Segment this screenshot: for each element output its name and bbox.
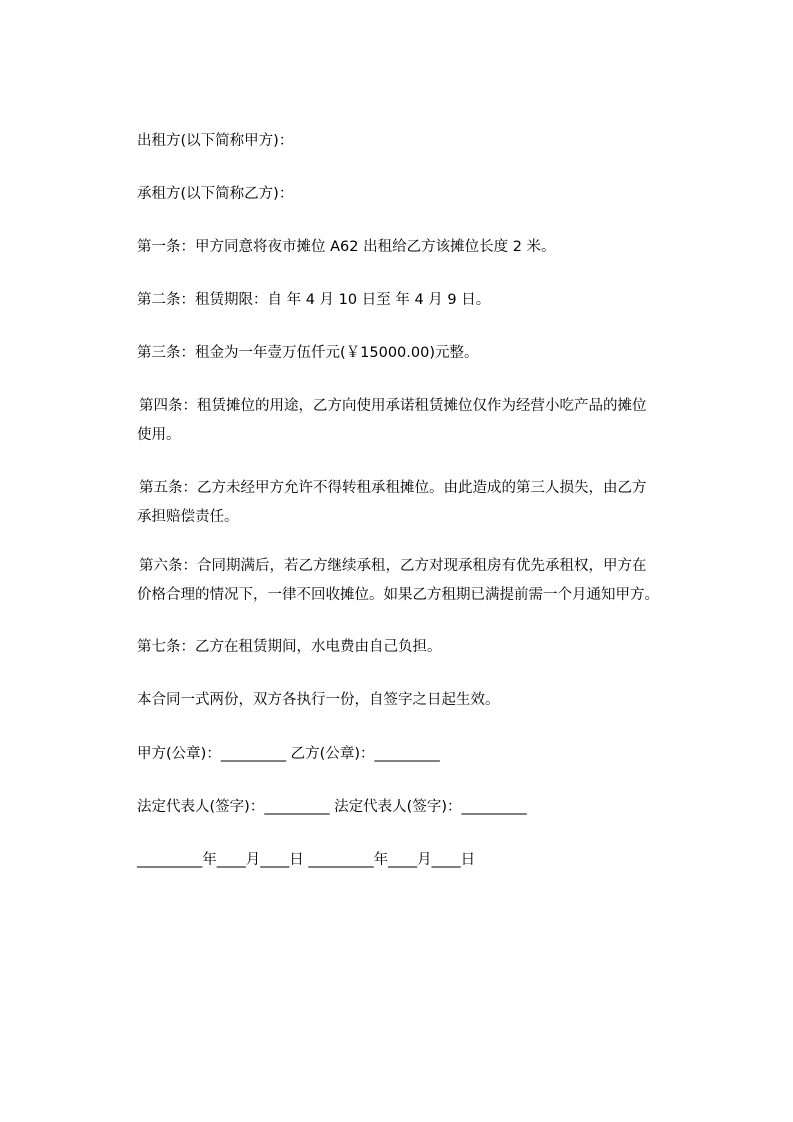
clause-6-line-2: 价格合理的情况下，一律不回收摊位。如果乙方租期已满提前需一个月通知甲方。 [137, 587, 659, 603]
clause-3: 第三条：租金为一年壹万伍仟元(￥15000.00)元整。 [137, 345, 479, 361]
clause-1: 第一条：甲方同意将夜市摊位 A62 出租给乙方该摊位长度 2 米。 [137, 239, 556, 255]
dates-line: _________年____月____日 _________年____月____日 [137, 852, 476, 868]
copies-clause: 本合同一式两份，双方各执行一份，自签字之日起生效。 [137, 692, 500, 708]
lessee-line: 承租方(以下简称乙方)： [137, 186, 294, 202]
lessor-line: 出租方(以下简称甲方)： [137, 133, 294, 149]
clause-4-line-1: 第四条：租赁摊位的用途，乙方向使用承诺租赁摊位仅作为经营小吃产品的摊位 [139, 398, 647, 414]
seals-line: 甲方(公章)：_________ 乙方(公章)：_________ [137, 746, 440, 762]
clause-5-line-2: 承担赔偿责任。 [137, 509, 239, 525]
clause-2: 第二条：租赁期限：自 年 4 月 10 日至 年 4 月 9 日。 [137, 292, 491, 308]
clause-4-line-2: 使用。 [137, 427, 181, 443]
clause-7: 第七条：乙方在租赁期间，水电费由自己负担。 [137, 639, 442, 655]
representatives-line: 法定代表人(签字)：_________ 法定代表人(签字)：_________ [137, 799, 527, 815]
clause-5-line-1: 第五条：乙方未经甲方允许不得转租承租摊位。由此造成的第三人损失，由乙方 [139, 480, 647, 496]
clause-6-line-1: 第六条：合同期满后，若乙方继续承租，乙方对现承租房有优先承租权，甲方在 [139, 558, 647, 574]
